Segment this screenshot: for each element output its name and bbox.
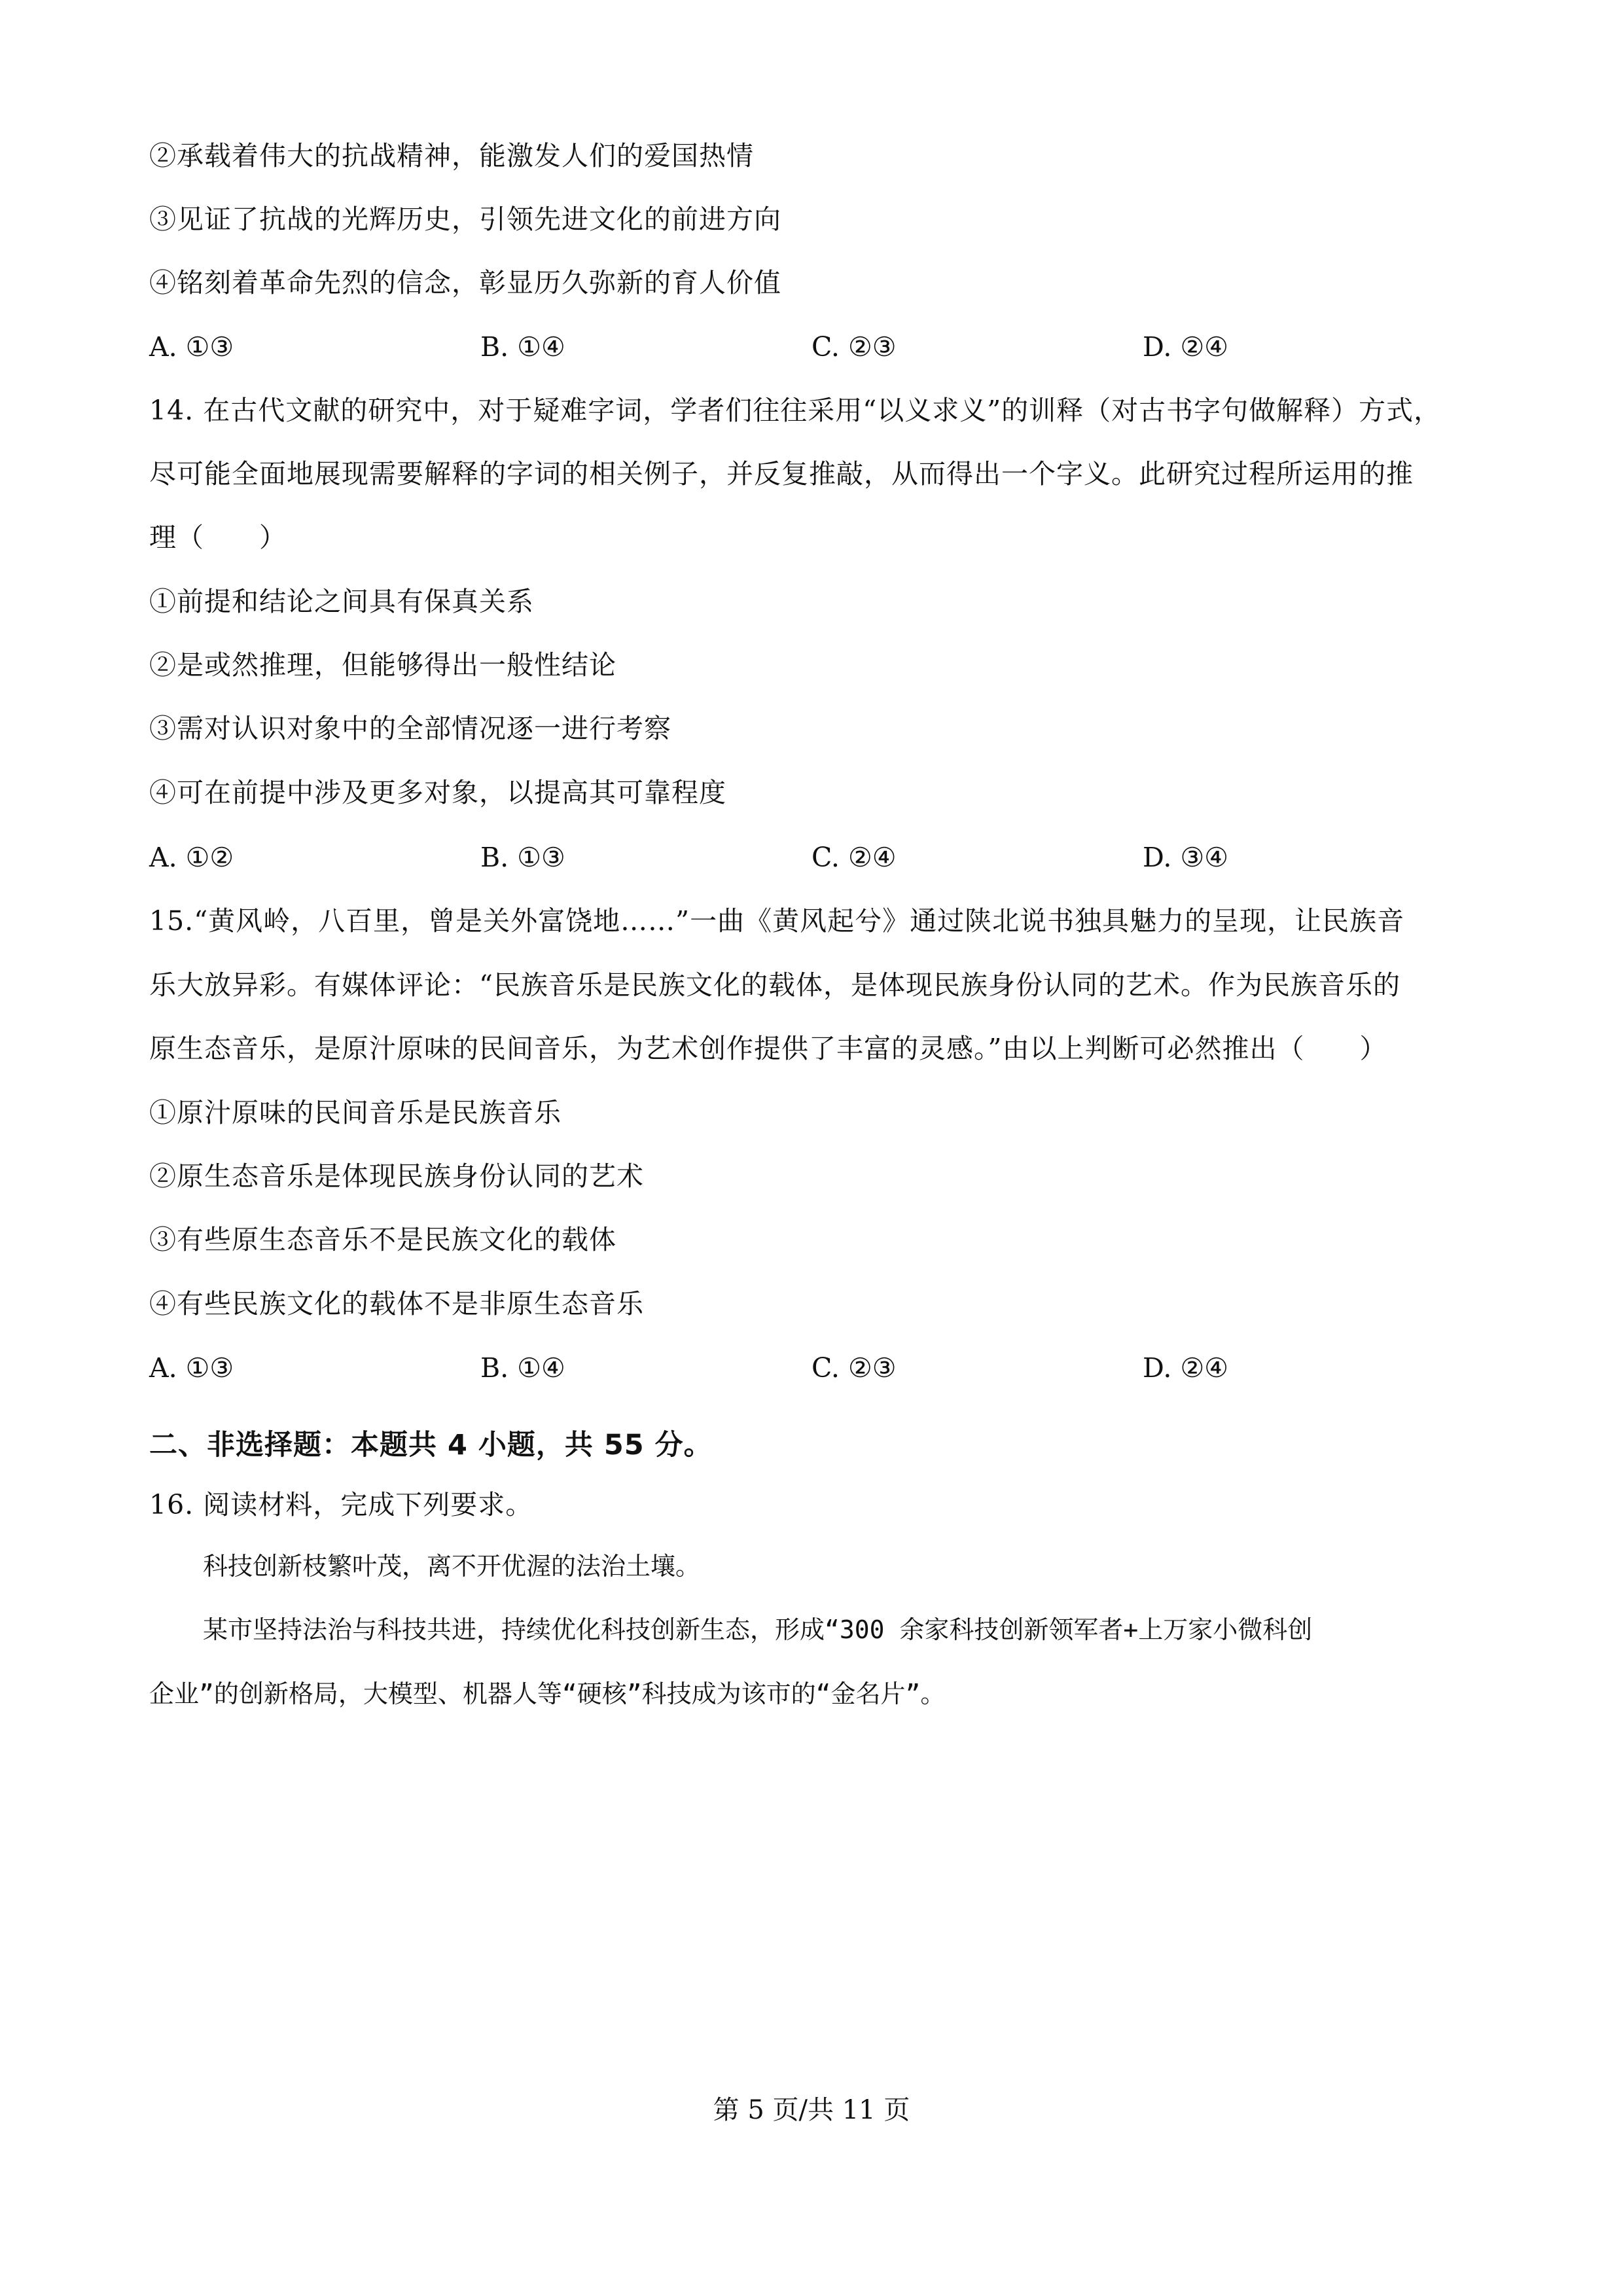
q15-stem-line-1: 15.“黄风岭，八百里，曾是关外富饶地……”一曲《黄风起兮》通过陕北说书独具魅力的呈现，让民族音 bbox=[149, 905, 1405, 937]
q13-item-3: ③见证了抗战的光辉历史，引领先进文化的前进方向 bbox=[149, 204, 781, 235]
q15-stem-line-3: 原生态音乐，是原汁原味的民间音乐，为艺术创作提供了丰富的灵感。”由以上判断可必然推出（ ） bbox=[149, 1033, 1387, 1064]
q14-stem-line-2: 尽可能全面地展现需要解释的字词的相关例子，并反复推敲，从而得出一个字义。此研究过程所运用的推 bbox=[149, 458, 1414, 490]
q14-option-d[interactable]: D. ③④ bbox=[1143, 842, 1228, 873]
q15-stem-line-2: 乐大放异彩。有媒体评论：“民族音乐是民族文化的载体，是体现民族身份认同的艺术。作为民族音乐的 bbox=[149, 969, 1400, 1001]
q15-options bbox=[149, 1348, 1275, 1388]
q16-material-line-2: 某市坚持法治与科技共进，持续优化科技创新生态，形成“300 余家科技创新领军者+上万家小微科创 bbox=[203, 1615, 1313, 1644]
q15-item-2: ②原生态音乐是体现民族身份认同的艺术 bbox=[149, 1160, 644, 1192]
q14-item-1: ①前提和结论之间具有保真关系 bbox=[149, 586, 534, 617]
q13-option-b[interactable]: B. ①④ bbox=[480, 331, 565, 363]
section-heading-nonchoice: 二、非选择题：本题共 4 小题，共 55 分。 bbox=[149, 1429, 713, 1462]
q15-option-c[interactable]: C. ②③ bbox=[812, 1352, 897, 1384]
q14-item-4: ④可在前提中涉及更多对象，以提高其可靠程度 bbox=[149, 777, 726, 808]
q15-item-1: ①原汁原味的民间音乐是民族音乐 bbox=[149, 1097, 562, 1128]
q14-option-b[interactable]: B. ①③ bbox=[480, 842, 565, 873]
q16-material-line-3: 企业”的创新格局，大模型、机器人等“硬核”科技成为该市的“金名片”。 bbox=[149, 1679, 946, 1708]
q14-item-2: ②是或然推理，但能够得出一般性结论 bbox=[149, 649, 616, 681]
q15-option-a[interactable]: A. ①③ bbox=[149, 1352, 234, 1384]
q14-item-3: ③需对认识对象中的全部情况逐一进行考察 bbox=[149, 713, 671, 744]
page-footer: 第 5 页/共 11 页 bbox=[713, 2095, 910, 2125]
q14-option-c[interactable]: C. ②④ bbox=[812, 842, 897, 873]
q15-item-4: ④有些民族文化的载体不是非原生态音乐 bbox=[149, 1288, 644, 1319]
q14-option-a[interactable]: A. ①② bbox=[149, 842, 234, 873]
q13-item-2: ②承载着伟大的抗战精神，能激发人们的爱国热情 bbox=[149, 140, 754, 171]
q14-stem-line-1: 14. 在古代文献的研究中，对于疑难字词，学者们往往采用“以义求义”的训释（对古书字句做解释）方式， bbox=[149, 395, 1442, 426]
q13-option-a[interactable]: A. ①③ bbox=[149, 331, 234, 363]
q16-stem: 16. 阅读材料，完成下列要求。 bbox=[149, 1489, 533, 1520]
q15-option-b[interactable]: B. ①④ bbox=[480, 1352, 565, 1384]
q15-option-d[interactable]: D. ②④ bbox=[1143, 1352, 1228, 1384]
q13-option-c[interactable]: C. ②③ bbox=[812, 331, 897, 363]
q13-options bbox=[149, 327, 1275, 367]
q13-option-d[interactable]: D. ②④ bbox=[1143, 331, 1228, 363]
q15-item-3: ③有些原生态音乐不是民族文化的载体 bbox=[149, 1224, 616, 1255]
q13-item-4: ④铭刻着革命先烈的信念，彰显历久弥新的育人价值 bbox=[149, 267, 781, 298]
q14-stem-line-3: 理（ ） bbox=[149, 522, 287, 553]
q14-options bbox=[149, 838, 1275, 877]
q16-material-line-1: 科技创新枝繁叶茂，离不开优渥的法治土壤。 bbox=[203, 1552, 701, 1581]
